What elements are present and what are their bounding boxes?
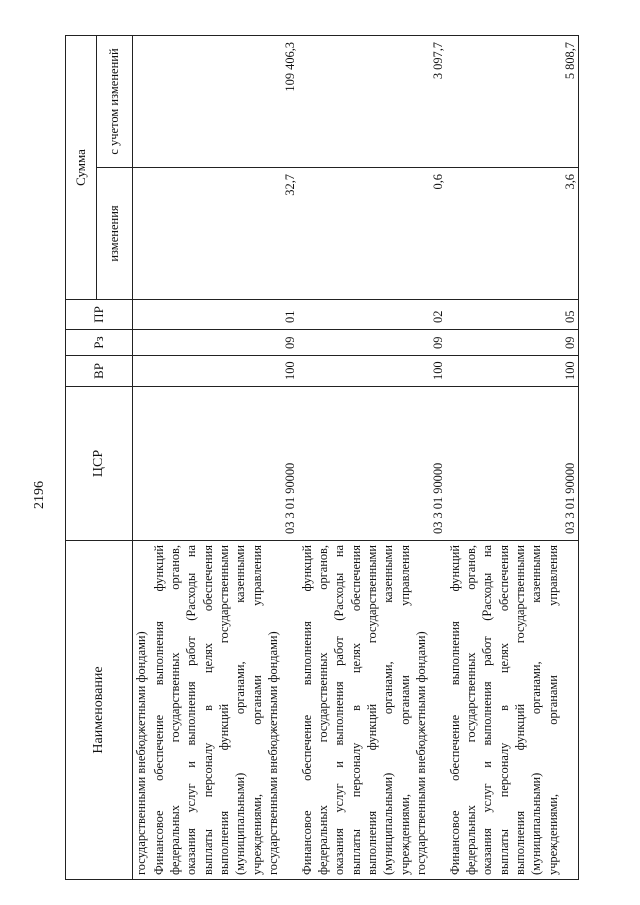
header-sum: Сумма [66, 36, 97, 300]
budget-table [65, 35, 579, 880]
header-csr: ЦСР [66, 387, 133, 541]
header-with-changes: с учетом изменений [97, 36, 133, 168]
header-name: Наименование [66, 541, 133, 880]
row-with-changes: 3 097,7 [299, 36, 447, 168]
page-number: 2196 [32, 481, 47, 509]
row-name: Финансовое обеспечение выполнения функций федеральных государственных органов, оказания услуг и выполнения работ (Расходы на выплаты персоналу в целях обеспечения выполнения функций государственными (муниципальными) органами, казенными учреждениями, органами управления государственными внебюджетными фондами) [299, 541, 447, 880]
row-with-changes: 109 406,3 [151, 36, 299, 168]
row-pr: 05 [447, 300, 579, 330]
row-with-changes: 5 808,7 [447, 36, 579, 168]
row-change: 3,6 [447, 168, 579, 300]
row-name: Финансовое обеспечение выполнения функций федеральных государственных органов, оказания услуг и выполнения работ (Расходы на выплаты персоналу в целях обеспечения выполнения функций государственными (муниципальными) органами, казенными учреждениями, органами управления государственными внебюджетными фондами) [151, 541, 299, 880]
table-row [447, 36, 579, 880]
row-vr: 100 [299, 356, 447, 387]
row-vr: 100 [151, 356, 299, 387]
row-pr: 02 [299, 300, 447, 330]
row-csr: 03 3 01 90000 [151, 387, 299, 541]
header-rz: Рз [66, 330, 133, 356]
header-pr: ПР [66, 300, 133, 330]
row-rz: 09 [447, 330, 579, 356]
row-pr: 01 [151, 300, 299, 330]
table-row [151, 36, 299, 880]
row-change: 0,6 [299, 168, 447, 300]
table-row [299, 36, 447, 880]
header-vr: ВР [66, 356, 133, 387]
row-csr: 03 3 01 90000 [447, 387, 579, 541]
carry-over-text: государственными внебюджетными фондами) [133, 541, 151, 880]
row-vr: 100 [447, 356, 579, 387]
header-change: изменения [97, 168, 133, 300]
row-change: 32,7 [151, 168, 299, 300]
row-csr: 03 3 01 90000 [299, 387, 447, 541]
row-rz: 09 [299, 330, 447, 356]
row-rz: 09 [151, 330, 299, 356]
row-name: Финансовое обеспечение выполнения функций федеральных государственных органов, оказания услуг и выполнения работ (Расходы на выплаты персоналу в целях обеспечения выполнения функций государственными (муниципальными) органами, казенными учреждениями, органами управления [447, 541, 579, 880]
